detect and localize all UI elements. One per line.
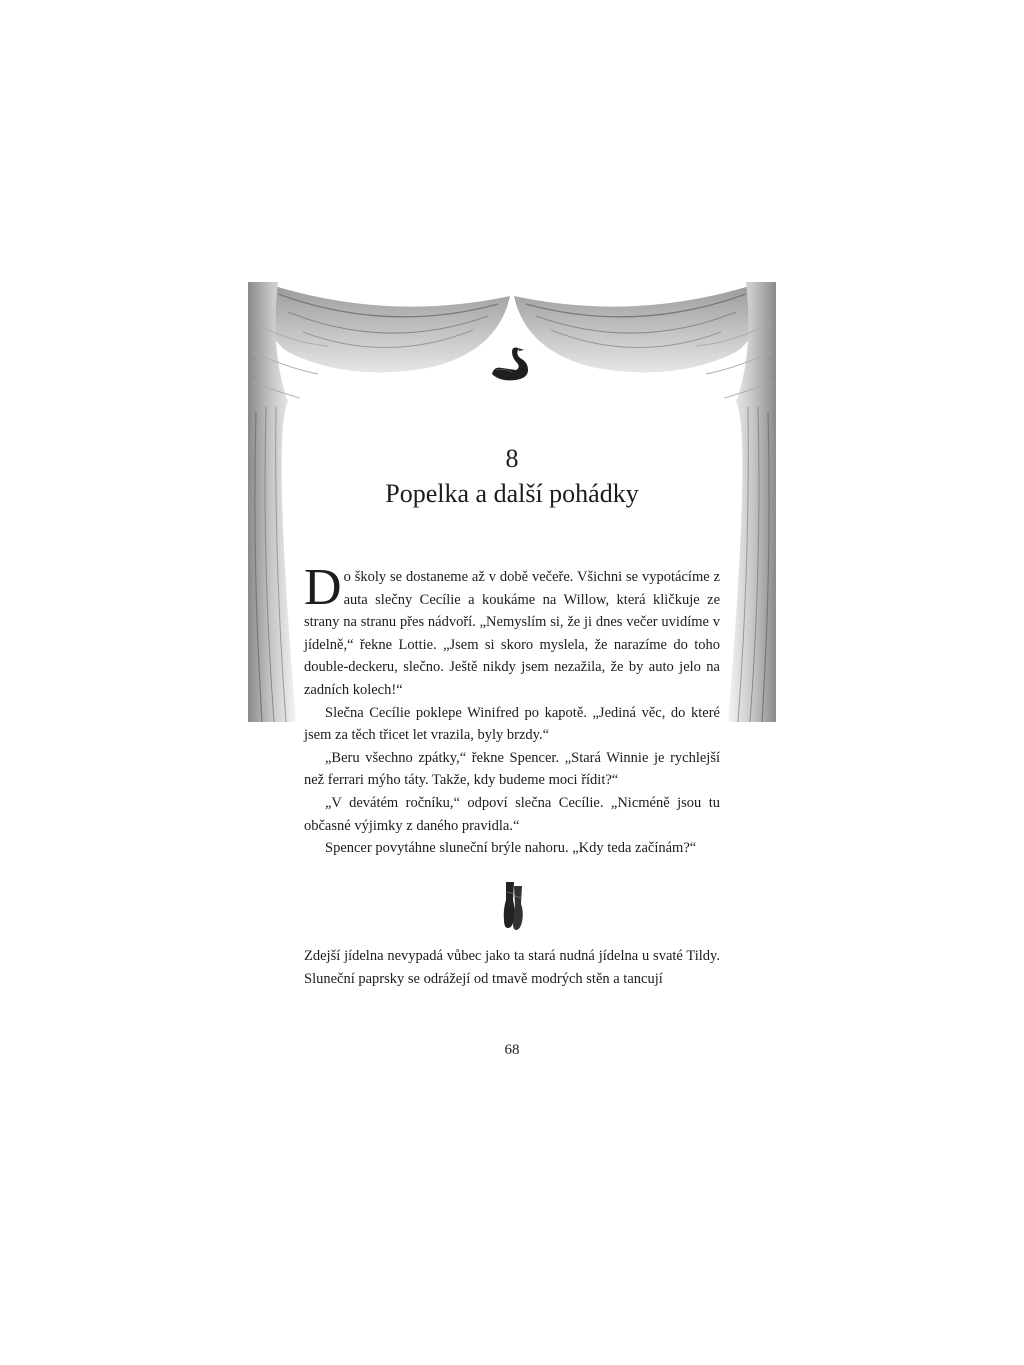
paragraph: Spencer povytáhne sluneční brýle nahoru. „Kdy teda začínám?“ (325, 840, 697, 857)
chapter-number: 8 (505, 444, 519, 473)
paragraph: Zdejší jídelna nevypadá vůbec jako ta stará nudná jídelna u svaté Tildy. Sluneční paprsky se odrážejí od tmavě modrých stěn a tancují (304, 948, 720, 987)
chapter-text-section-1 (304, 559, 720, 860)
drop-cap: D (304, 559, 342, 616)
paragraph-text: o školy se dostaneme až v době večeře. Všichni se vypotácíme z auta slečny Cecílie a koukáme na Willow, která kličkuje ze strany na stranu přes nádvoří. „Nemyslím si, že ji dnes večer uvidíme v jídelně,“ řekne Lottie. „Jsem si skoro myslela, že narazíme do toho double-deckeru, slečno. Ještě nikdy jsem nezažila, že by auto jelo na zadních kolech!“ (304, 569, 720, 698)
paragraph: Slečna Cecílie poklepe Winifred po kapotě. „Jediná věc, do které jsem za těch třicet let vrazila, byly brzdy.“ (304, 704, 720, 744)
page-number: 68 (504, 1042, 520, 1058)
ballet-pointe-shoe-icon (494, 880, 530, 932)
chapter-title: Popelka a další pohádky (385, 479, 639, 508)
chapter-text-section-2 (304, 945, 720, 990)
paragraph (304, 559, 720, 702)
paragraph: „Beru všechno zpátky,“ řekne Spencer. „Stará Winnie je rychlejší než ferrari mýho táty. Takže, kdy budeme moci řídit?“ (304, 749, 720, 789)
black-swan-icon (488, 344, 536, 384)
paragraph: „V devátém ročníku,“ odpoví slečna Cecílie. „Nicméně jsou tu občasné výjimky z daného pravidla.“ (304, 794, 720, 834)
